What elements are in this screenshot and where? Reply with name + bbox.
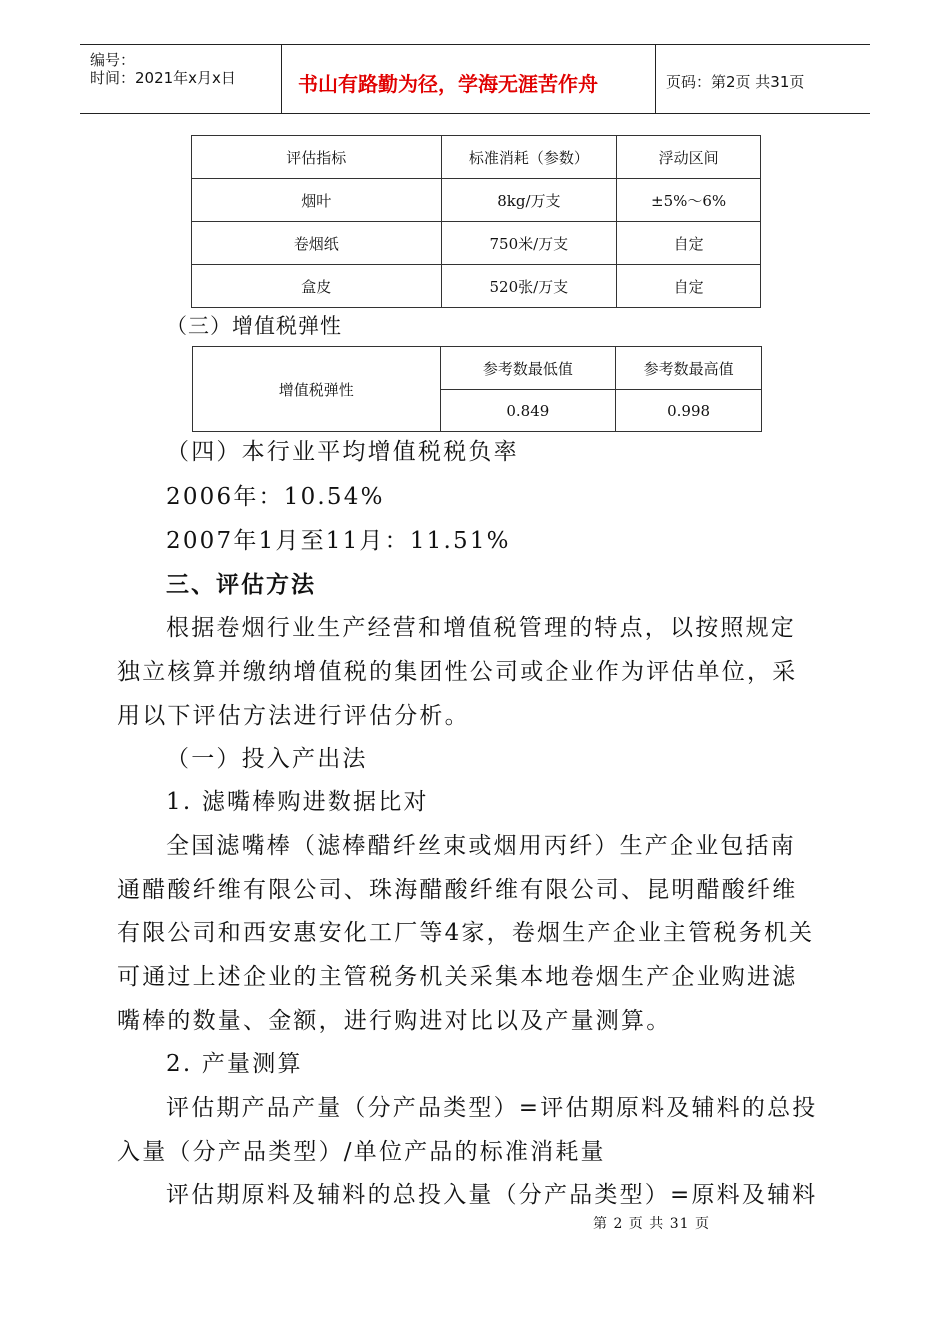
table-header-cell: 参考数最高值 bbox=[616, 347, 762, 390]
vat-elasticity-table bbox=[192, 346, 762, 432]
table-header-cell: 浮动区间 bbox=[617, 136, 761, 179]
table-row bbox=[192, 222, 761, 265]
para2-line: 可通过上述企业的主管税务机关采集本地卷烟生产企业购进滤 bbox=[117, 964, 798, 990]
para2-line: 嘴棒的数量、金额，进行购进对比以及产量测算。 bbox=[117, 1008, 672, 1034]
header-page-label: 页码：第2页 共31页 bbox=[666, 73, 805, 91]
table-cell: 0.849 bbox=[440, 390, 616, 432]
header-motto: 书山有路勤为径，学海无涯苦作舟 bbox=[298, 72, 598, 96]
table-cell: 烟叶 bbox=[192, 179, 442, 222]
para1-line: 根据卷烟行业生产经营和增值税管理的特点，以按照规定 bbox=[166, 615, 796, 641]
table-header-cell: 参考数最低值 bbox=[440, 347, 616, 390]
table-row bbox=[192, 179, 761, 222]
section4-heading: （四）本行业平均增值税税负率 bbox=[166, 439, 519, 465]
header-top-rule bbox=[80, 44, 870, 45]
sub1-heading: （一）投入产出法 bbox=[166, 746, 368, 772]
table-row bbox=[192, 265, 761, 308]
table-cell: 520张/万支 bbox=[441, 265, 617, 308]
rate-2006: 2006年：10.54% bbox=[166, 484, 385, 510]
header-divider-2 bbox=[655, 44, 656, 114]
para4-line: 评估期原料及辅料的总投入量（分产品类型）=原料及辅料 bbox=[166, 1182, 818, 1208]
vat-elasticity-label: 增值税弹性 bbox=[193, 347, 441, 432]
header-number-label: 编号： bbox=[90, 51, 136, 69]
table-cell: 盒皮 bbox=[192, 265, 442, 308]
para1-line: 用以下评估方法进行评估分析。 bbox=[117, 703, 470, 729]
table-header-row bbox=[192, 136, 761, 179]
item1-heading: 1. 滤嘴棒购进数据比对 bbox=[166, 789, 429, 815]
table-cell: 自定 bbox=[617, 265, 761, 308]
para3-line: 入量（分产品类型）/单位产品的标准消耗量 bbox=[117, 1139, 606, 1165]
page-footer: 第 2 页 共 31 页 bbox=[593, 1216, 710, 1232]
table-cell: 0.998 bbox=[616, 390, 762, 432]
header-divider-1 bbox=[281, 44, 282, 114]
para1-line: 独立核算并缴纳增值税的集团性公司或企业作为评估单位，采 bbox=[117, 659, 798, 685]
para2-line: 有限公司和西安惠安化工厂等4家，卷烟生产企业主管税务机关 bbox=[117, 920, 815, 946]
para3-line: 评估期产品产量（分产品类型）=评估期原料及辅料的总投 bbox=[166, 1095, 818, 1121]
table-cell: 自定 bbox=[617, 222, 761, 265]
para2-line: 全国滤嘴棒（滤棒醋纤丝束或烟用丙纤）生产企业包括南 bbox=[166, 833, 796, 859]
table-cell: 750米/万支 bbox=[441, 222, 617, 265]
section3-heading: （三）增值税弹性 bbox=[166, 314, 342, 338]
table-header-cell: 评估指标 bbox=[192, 136, 442, 179]
header-bottom-rule bbox=[80, 113, 870, 114]
header-time-label: 时间：2021年x月x日 bbox=[90, 69, 236, 87]
rate-2007: 2007年1月至11月：11.51% bbox=[166, 528, 511, 554]
item2-heading: 2. 产量测算 bbox=[166, 1051, 303, 1077]
table-cell: 8kg/万支 bbox=[441, 179, 617, 222]
para2-line: 通醋酸纤维有限公司、珠海醋酸纤维有限公司、昆明醋酸纤维 bbox=[117, 877, 798, 903]
part3-title: 三、评估方法 bbox=[166, 571, 316, 598]
table-cell: 卷烟纸 bbox=[192, 222, 442, 265]
consumption-table bbox=[191, 135, 761, 308]
table-cell: ±5%～6% bbox=[617, 179, 761, 222]
table-header-cell: 标准消耗（参数） bbox=[441, 136, 617, 179]
